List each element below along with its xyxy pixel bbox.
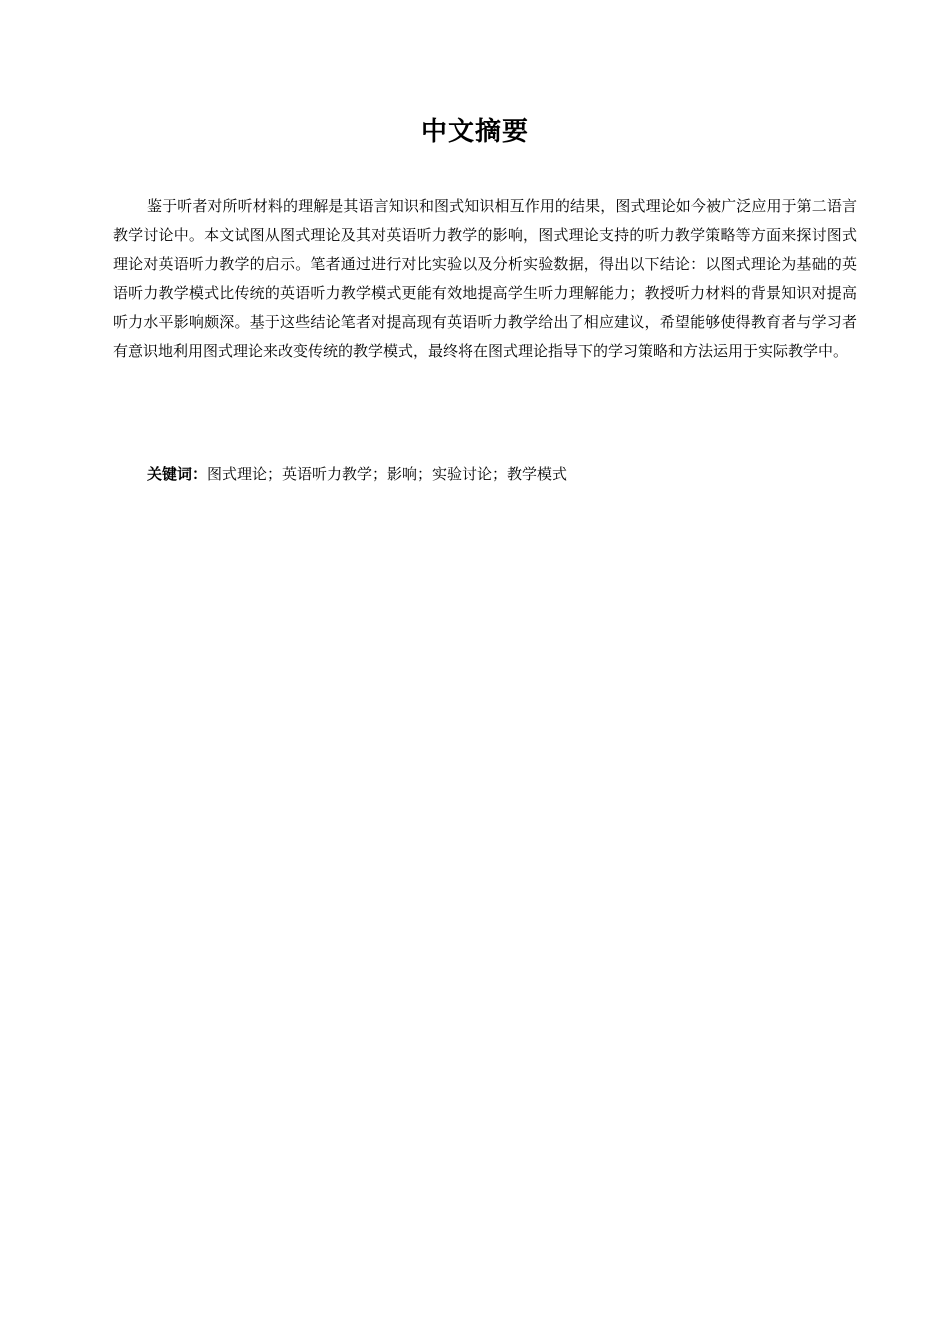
keywords-text: 图式理论；英语听力教学；影响；实验讨论；教学模式 [207, 465, 568, 483]
keywords-label: 关键词： [147, 465, 208, 483]
page-title: 中文摘要 [420, 117, 529, 147]
keywords-line [113, 460, 857, 489]
abstract-paragraph: 鉴于听者对所听材料的理解是其语言知识和图式知识相互作用的结果，图式理论如今被广泛应用于第二语言教学讨论中。本文试图从图式理论及其对英语听力教学的影响，图式理论支持的听力教学策略等方面来探讨图式理论对英语听力教学的启示。笔者通过进行对比实验以及分析实验数据，得出以下结论：以图式理论为基础的英语听力教学模式比传统的英语听力教学模式更能有效地提高学生听力理解能力；教授听力材料的背景知识对提高听力水平影响颇深。基于这些结论笔者对提高现有英语听力教学给出了相应建议，希望能够使得教育者与学习者有意识地利用图式理论来改变传统的教学模式，最终将在图式理论指导下的学习策略和方法运用于实际教学中。 [113, 197, 857, 360]
